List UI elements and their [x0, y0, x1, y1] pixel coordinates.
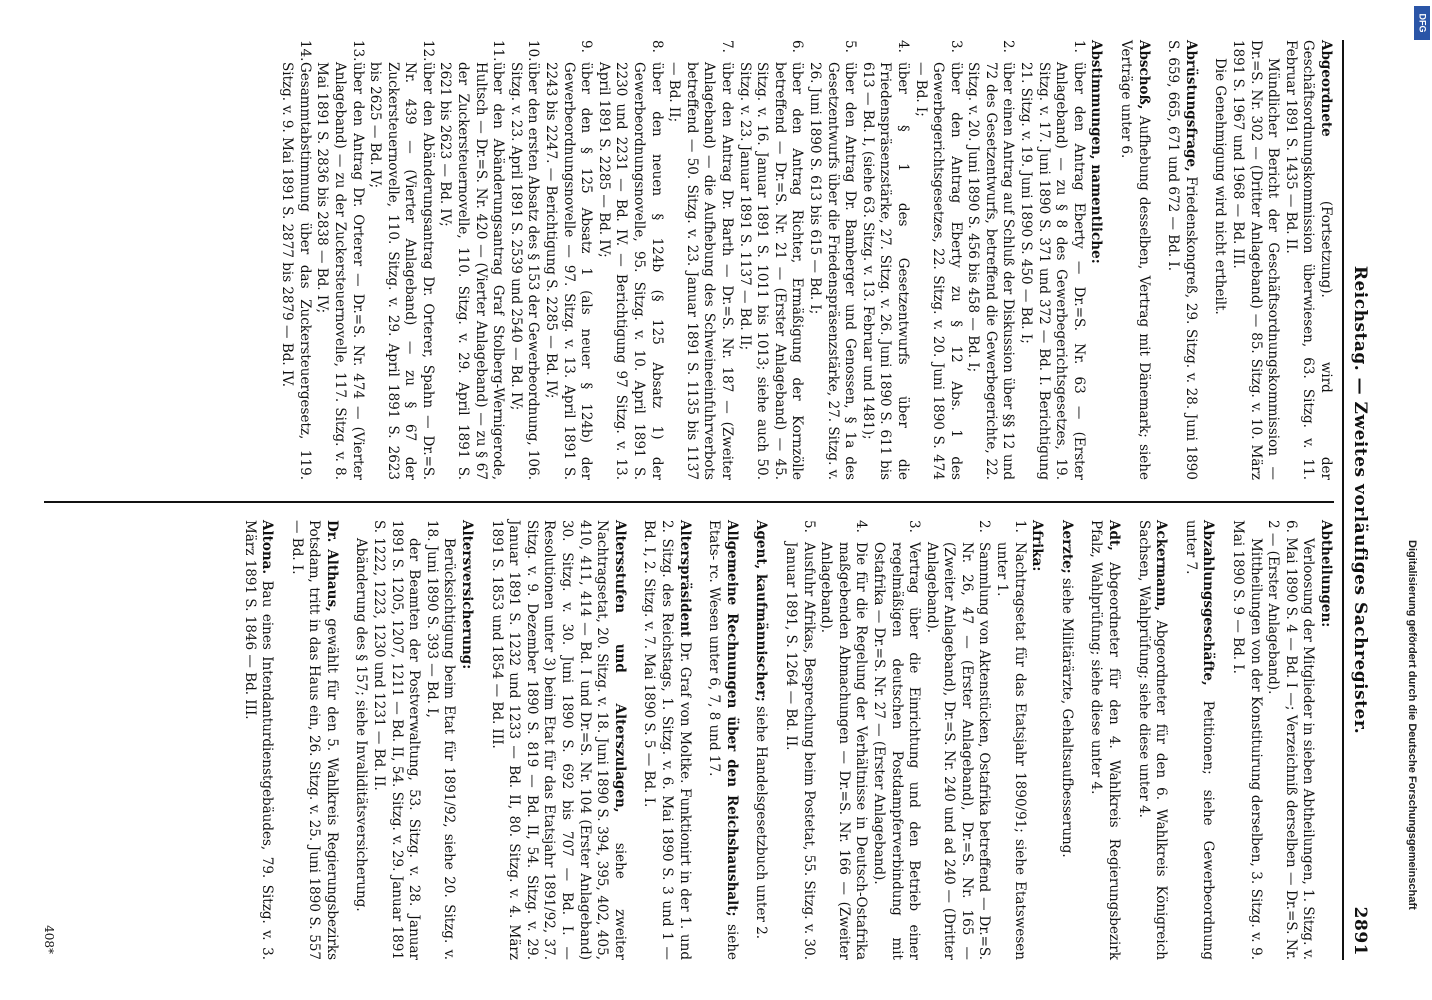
entry-paragraph: Mündlicher Bericht der Geschäftsordnungskommission — Dr.=S. Nr. 302 — (Dritter Anlageband) — 85. Sitzg. v. 10. März 1891 S. 1967 und 1968 — Bd. III.	[1230, 40, 1282, 480]
subitem-number: 12.	[419, 40, 436, 62]
subitem-number: 1.	[1011, 520, 1028, 533]
column-divider	[44, 501, 1334, 503]
entry-subitem	[858, 40, 911, 480]
entry-subitem	[278, 40, 313, 480]
entry-subitem	[541, 40, 594, 480]
entry-text: siehe Etats- rc. Wesen unter 6, 7, 8 und 17.	[706, 520, 740, 960]
index-entry	[352, 520, 475, 960]
left-column	[44, 40, 1334, 480]
index-entry	[781, 520, 1045, 960]
entry-paragraph: Mittheilungen von der Konstituirung derselben, 3. Sitzg. v. 9. Mai 1890 S. 9 — Bd. I.	[1230, 520, 1264, 960]
subitem-number: 7.	[719, 40, 735, 53]
entry-subitem	[735, 40, 805, 480]
entry-headword: Altersstufen und Alterszulagen,	[611, 520, 628, 813]
index-entry	[752, 520, 770, 960]
entry-headword: Allgemeine Rechnungen über den Reichshaushalt;	[723, 520, 740, 917]
entry-headword: Adt,	[1106, 520, 1123, 551]
entry-subitem	[993, 520, 1028, 960]
index-entry	[240, 520, 275, 960]
entry-text: Petitionen; siehe Gewerbeordnung unter 7.	[1182, 520, 1217, 960]
subitem-text: über den Antrag Dr. Barth — Dr.=S. Nr. 187 — (Zweiter Anlageband) — die Aufhebung des Schweineeinfuhrverbots betreffend — 50. Sitzg. v. 23. Januar 1891 S. 1135 bis 1137 — Bd. II;	[666, 62, 735, 480]
subitem-text: Nachtragsetat für das Etatsjahr 1890/91; siehe Etatswesen unter 1.	[994, 542, 1028, 960]
scanned-page	[0, 20, 1396, 980]
subitem-text: Sammlung von Aktenstücken, Ostafrika betreffend — Dr.=S. Nr. 26, 47 — (Erster Anlageband), Dr.=S. Nr. 165 — (Zweiter Anlageband), Dr.=S. Nr. 240 und ad 240 — (Dritter Anlageband).	[923, 542, 993, 960]
entry-headword: Altona.	[259, 520, 276, 575]
entry-subitem	[911, 40, 964, 480]
entry-text: Aufhebung desselben, Vertrag mit Dänemark; siehe Verträge unter 6.	[1118, 40, 1152, 480]
header-rule	[1342, 40, 1344, 960]
entry-text: siehe zweiter Nachtragsetat, 20. Sitzg. v. 18. Juni 1890 S. 394, 395, 402, 405, 410, 411, 414 — Bd. I und Dr.=S. Nr. 104 (Erster Anlageband) 30. Sitzg. v. 30. Juni 1890 S. 692 bis 707 — Bd. I. — Resolutionen unter 3) beim Etat für das Etatsjahr 1891/92, 37. Sitzg. v. 9. Dezember 1890 S. 819 — Bd. II, 54. Sitzg. v. 29. Januar 1891 S. 1232 und 1233 — Bd. II, 80. Sitzg. v. 4. März 1891 S. 1853 und 1854 — Bd. III.	[488, 520, 628, 960]
entry-text: Abgeordneter für den 6. Wahlkreis Königreich Sachsen, Wahlprüfung; siehe diese unter 4.	[1135, 520, 1170, 960]
index-entry	[640, 520, 693, 960]
entry-text: Friedenskongreß, 29. Sitzg. v. 28. Juni 1890 S. 659, 665, 671 und 672 — Bd. I.	[1165, 40, 1199, 480]
entry-subitem	[1017, 40, 1087, 480]
running-head	[1344, 40, 1374, 960]
subitem-text: Die für die Regelung der Verhältnisse in Deutsch-Ostafrika maßgebenden Abmachungen — Dr.=S. Nr. 166 — (Zweiter Anlageband).	[818, 542, 870, 960]
entry-headword: Abtheilungen:	[1318, 520, 1334, 628]
subitem-text: über § 1 des Gesetzentwurfs über die Friedenspräsenzstärke, 27. Sitzg. v. 26. Juni 1890 S. 611 bis 613 — Bd. I, (siehe 63. Sitzg. v. 13. Februar und 1481);	[859, 62, 911, 480]
entry-headword: Agent, kaufmännischer;	[753, 520, 770, 702]
subitem-number: 13.	[349, 40, 366, 62]
entry-text: Dr. Graf von Moltke. Funktionirt in der 1. und 2. Sitzg. des Reichstags, 1. Sitzg. v. 6. Mai 1890 S. 3 und 1 — Bd. I, 2. Sitzg. v. 7. Mai 1890 S. 5 — Bd. I.	[641, 520, 693, 960]
entry-text: gewählt für den 5. Wahlkreis Regierungsbezirks Potsdam, tritt in das Haus ein, 26. Sitzg. v. 25. Juni 1890 S. 557 — Bd. I.	[288, 520, 340, 961]
entry-subitem	[964, 40, 1017, 480]
right-column	[44, 520, 1334, 960]
entry-paragraph: Abänderung des § 157; siehe Invaliditätsversicherung.	[353, 538, 370, 912]
subitem-text: über den Antrag Eberty — Dr.=S. Nr. 63 — (Erster Anlageband) — zu § 8 des Gewerbegerichtsgesetzes, 19. Sitzg. v. 17. Juni 1890 S. 371 und 372 — Bd. I. Berichtigung 21. Sitzg. v. 19. Juni 1890 S. 450 — Bd. I;	[1018, 62, 1087, 480]
entry-headword: Altersversicherung:	[459, 520, 476, 670]
entry-subitem	[506, 40, 541, 480]
subitem-text: über den Abänderungsantrag Dr. Orterer, Spahn — Dr.=S. Nr. 439 — (Vierter Anlageband) — zu § 67 der Zuckersteuernovelle, 110. Sitzg. v. 29. April 1891 S. 2623 bis 2625 — Bd. IV;	[367, 62, 436, 480]
dfg-credit: Digitalisierung gefördert durch die Deutsche Forschungsgemeinschaft	[1406, 540, 1418, 910]
subitem-text: Ausfuhr Afrikas, Besprechung beim Postetat, 55. Sitzg. v. 30. Januar 1891, S. 1264 — Bd. II.	[782, 542, 817, 960]
subitem-number: 4.	[894, 40, 911, 53]
subitem-number: 9.	[578, 40, 595, 53]
entry-text: Abgeordneter für den 4. Wahlkreis Regierungsbezirk Pfalz, Wahlprüfung; siehe diese unter 4.	[1088, 520, 1123, 960]
subitem-number: 1.	[1070, 40, 1087, 53]
entry-headword: Abstimmungen, namentliche:	[1088, 40, 1105, 264]
running-head-title: Reichstag. — Zweites vorläufiges Sachregister.	[1350, 265, 1370, 735]
entry-text: siehe Militärärzte, Gehaltsaufbesserung.	[1058, 577, 1075, 858]
subitem-number: 5.	[842, 40, 859, 53]
subitem-number: 2.	[1000, 40, 1017, 53]
index-entry	[287, 520, 340, 960]
index-entry	[1087, 520, 1122, 960]
entry-headword: Abzahlungsgeschäfte,	[1200, 520, 1217, 686]
subitem-text: über einen Antrag auf Schluß der Diskussion über §§ 12 und 72 des Gesetzentwurfs, betreffend die Gewerbegerichte, 22. Sitzg. v. 20. Juni 1890 S. 456 bis 458 — Bd. I;	[965, 62, 1017, 480]
index-entry	[705, 520, 740, 960]
index-entry	[1134, 520, 1169, 960]
index-entry	[1228, 520, 1334, 960]
entry-headword: Abschoß,	[1135, 40, 1152, 110]
index-entry	[278, 40, 1105, 480]
index-entry	[487, 520, 628, 960]
entry-subitem	[436, 40, 506, 480]
index-entry	[1181, 520, 1216, 960]
subitem-number: 3.	[947, 40, 964, 53]
dfg-logo-text: DFG	[1417, 13, 1427, 33]
entry-subitem	[665, 40, 735, 480]
subitem-number: 2.	[976, 520, 993, 533]
subitem-text: über den § 125 Absatz 1 (als neuer § 124b) der Gewerbeordnungsnovelle — 97. Sitzg. v. 13. April 1891 S. 2243 bis 2247. — Berichtigung S. 2285 — Bd. IV;	[543, 62, 595, 480]
subitem-text: Vertrag über die Einrichtung und den Betrieb einer regelmäßigen deutschen Postdampferverbindung mit Ostafrika — Dr.=S. Nr. 27 — (Erster Anlageband).	[870, 542, 923, 960]
entry-headword: Ackermann,	[1153, 520, 1170, 612]
entry-subitem	[366, 40, 436, 480]
subitem-text: über den Antrag Dr. Bamberger und Genossen, § 1a des Gesetzentwurfs über die Friedenspräsenzstärke, 27. Sitzg. v. 26. Juni 1890 S. 613 bis 615 — Bd. I;	[806, 62, 859, 480]
entry-text: Bau eines Intendanturdienstgebäudes, 79. Sitzg. v. 3. März 1891 S. 1846 — Bd. III.	[241, 520, 276, 960]
index-entry	[1211, 40, 1334, 480]
index-entry	[1164, 40, 1199, 480]
page-number: 2891	[1350, 906, 1370, 956]
subitem-number: 4.	[853, 520, 870, 533]
entry-text: (Fortsetzung). wird der Geschäftsordnungskommission überwiesen, 63. Sitzg. v. 11. Februar 1891 S. 1435 — Bd. II.	[1282, 40, 1334, 480]
subitem-text: Gesammtabstimmung über das Zuckersteuergesetz, 119. Sitzg. v. 9. Mai 1891 S. 2877 bis 2879 — Bd. IV.	[279, 62, 313, 480]
entry-paragraph: Die Genehmigung wird nicht ertheilt.	[1212, 58, 1229, 315]
entry-paragraph: Verloosung der Mitglieder in sieben Abtheilungen, 1. Sitzg. v. 6. Mai 1890 S. 4 — Bd. I —; Verzeichniß derselben — Dr.=S. Nr. 2 — (Erster Anlageband).	[1265, 520, 1317, 960]
entry-subitem	[313, 40, 366, 480]
subitem-number: 8.	[648, 40, 665, 53]
entry-headword: Afrika:	[1029, 520, 1046, 572]
entry-paragraph: der Beamten der Postverwaltung, 53. Sitzg. v. 28. Januar 1891 S. 1205, 1207, 1211 — Bd. II, 54. Sitzg. v. 29. Januar 1891 S. 1222, 1223, 1230 und 1231 — Bd. II.	[371, 520, 423, 960]
entry-headword: Abrüstungsfrage,	[1182, 40, 1199, 172]
subitem-number: 5.	[800, 520, 817, 533]
signature-mark: 408*	[42, 925, 56, 954]
entry-headword: Alterspräsident	[676, 520, 693, 638]
page-content	[24, 40, 1374, 960]
index-entry	[1116, 40, 1151, 480]
subitem-number: 3.	[906, 520, 923, 533]
entry-subitem	[817, 520, 870, 960]
entry-headword: Abgeordnete	[1318, 40, 1334, 137]
entry-text: siehe Handelsgesetzbuch unter 2.	[753, 706, 770, 940]
subitem-text: über den Antrag Eberty zu § 12 Abs. 1 des Gewerbegerichtsgesetzes, 22. Sitzg. v. 20. Juni 1890 S. 474 — Bd. I;	[912, 62, 964, 480]
entry-paragraph: Berücksichtigung beim Etat für 1891/92, siehe 20. Sitzg. v. 18. Juni 1890 S. 393 — Bd. I,	[423, 520, 458, 960]
subitem-number: 6.	[789, 40, 806, 53]
entry-headword: Dr. Althaus,	[323, 520, 340, 612]
subitem-text: über den neuen § 124b (§ 125 Absatz 1) der Gewerbeordnungsnovelle, 95. Sitzg. v. 10. April 1891 S. 2230 und 2231 — Bd. IV. — Berichtigung 97 Sitzg. v. 13. April 1891 S. 2285 — Bd. IV;	[595, 62, 665, 480]
subitem-text: über den Antrag Richter, Ermäßigung der Kornzölle betreffend — Dr.=S. Nr. 21 — (Erster Anlageband) — 45. Sitzg. v. 16. Januar 1891 S. 1011 bis 1013; siehe auch 50. Sitzg. v. 23. Januar 1891 S. 1137 — Bd. II;	[736, 62, 806, 480]
entry-subitem	[805, 40, 858, 480]
entry-subitem	[594, 40, 664, 480]
subitem-text: über den ersten Absatz des § 153 der Gewerbeordnung, 106. Sitzg. v. 23. April 1891 S. 2539 und 2540 — Bd. IV;	[507, 62, 542, 480]
subitem-number: 11.	[490, 40, 507, 62]
subitem-text: über den Abänderungsantrag Graf Stolberg-Wernigerode, Hultsch — Dr.=S. Nr. 420 — (Vierter Anlageband) — zu § 67 der Zuckersteuernovelle, 110. Sitzg. v. 29. April 1891 S. 2621 bis 2623 — Bd. IV;	[437, 62, 507, 480]
subitem-number: 14.	[296, 40, 313, 62]
entry-subitem	[922, 520, 992, 960]
index-entry	[1057, 520, 1075, 960]
subitem-text: über den Antrag Dr. Orterer — Dr.=S. Nr. 474 — (Vierter Anlageband) — zu der Zuckersteuernovelle, 117. Sitzg. v. 8. Mai 1891 S. 2836 bis 2838 — Bd. IV;	[314, 62, 366, 480]
entry-headword: Aerzte;	[1058, 520, 1075, 574]
entry-subitem	[869, 520, 922, 960]
subitem-number: 10.	[525, 40, 542, 62]
entry-subitem	[781, 520, 816, 960]
dfg-logo	[1414, 6, 1430, 40]
